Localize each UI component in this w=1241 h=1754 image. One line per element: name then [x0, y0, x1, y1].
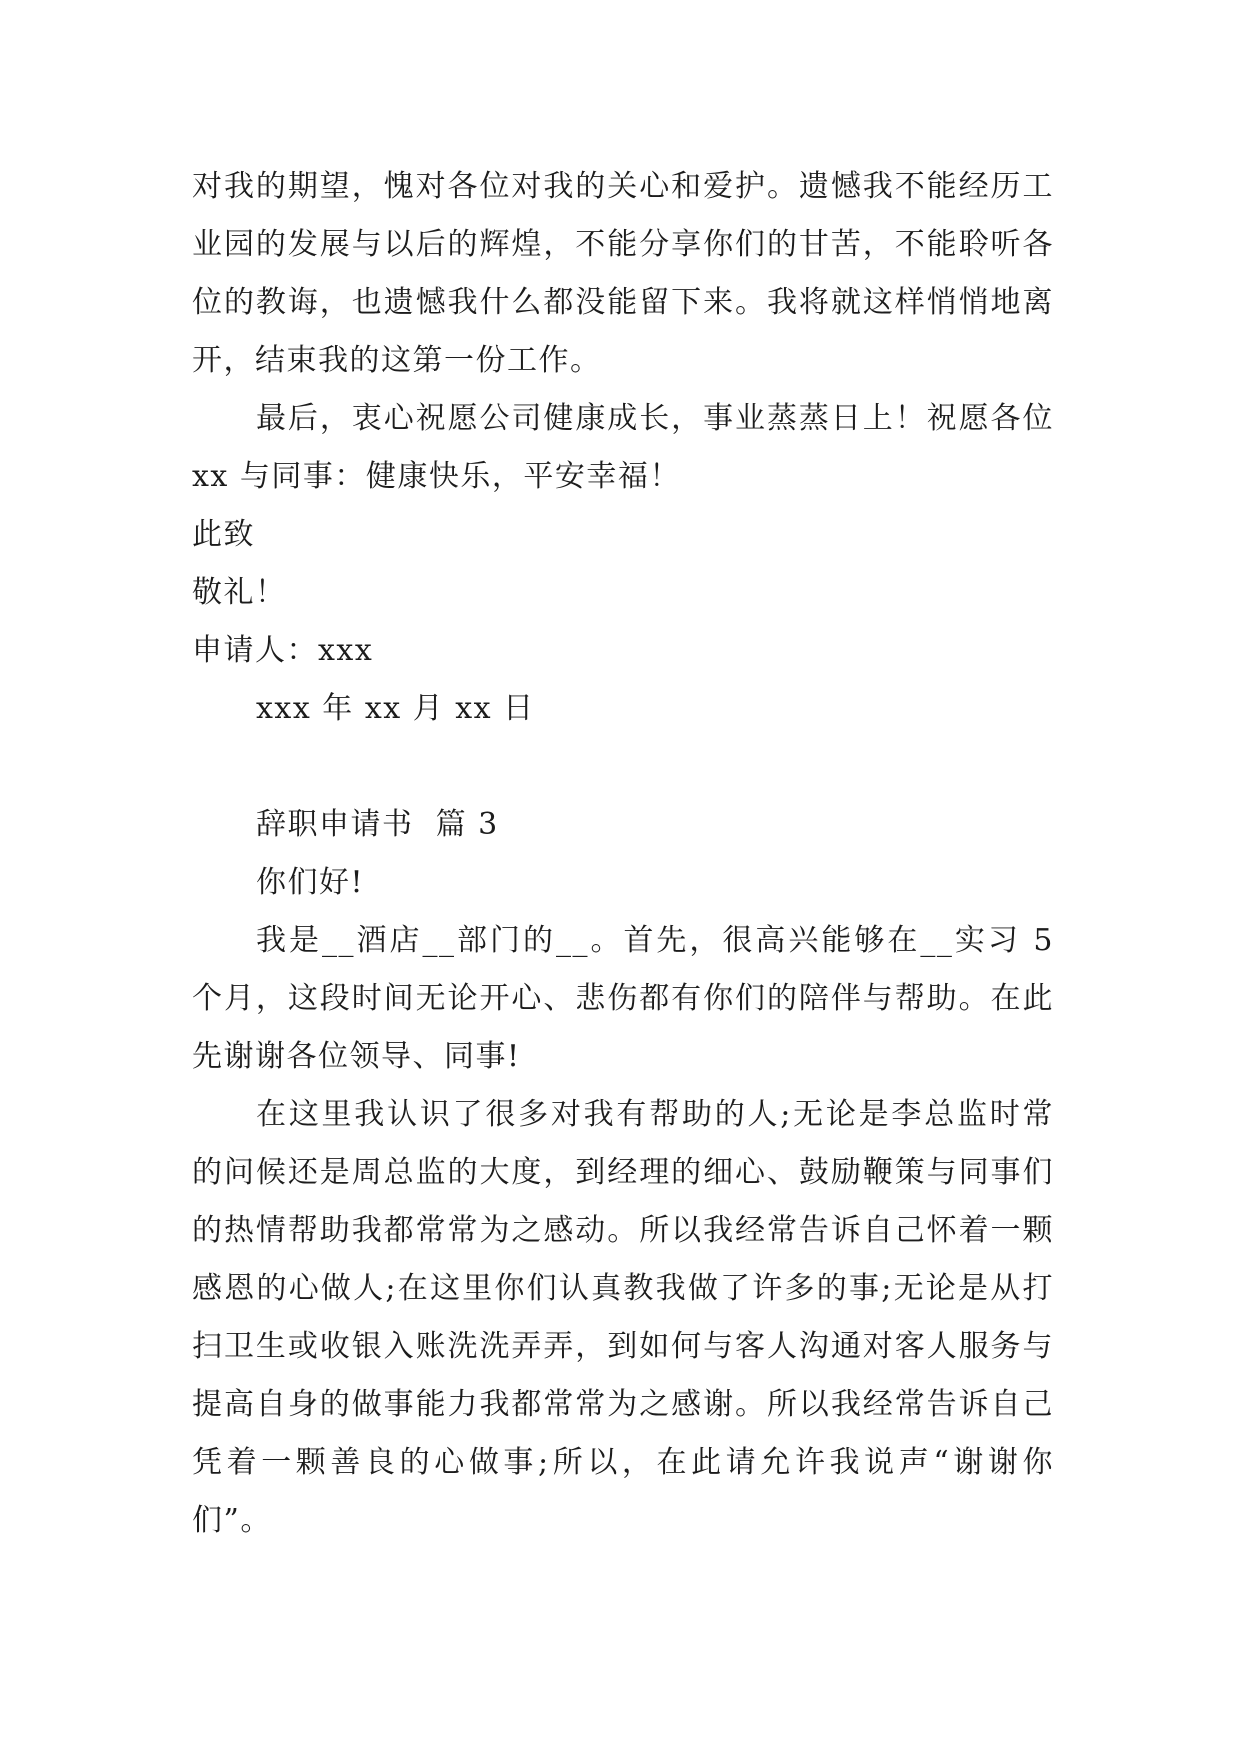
- paragraph-1: 我是__酒店__部门的__。首先，很高兴能够在__实习 5 个月，这段时间无论开心、悲伤都有你们的陪伴与帮助。在此先谢谢各位领导、同事!: [192, 923, 1054, 1074]
- paragraph-closing-wishes: 最后，衷心祝愿公司健康成长，事业蒸蒸日上！祝愿各位 xx 与同事：健康快乐，平安幸福！: [192, 401, 1054, 494]
- salutation-line-1: 此致: [192, 517, 255, 552]
- greeting-line: 你们好!: [256, 865, 365, 900]
- paragraph-2: 在这里我认识了很多对我有帮助的人;无论是李总监时常的问候还是周总监的大度，到经理的细心、鼓励鞭策与同事们的热情帮助我都常常为之感动。所以我经常告诉自己怀着一颗感恩的心做人;在这里你们认真教我做了许多的事;无论是从打扫卫生或收银入账洗洗弄弄，到如何与客人沟通对客人服务与提高自身的做事能力我都常常为之感谢。所以我经常告诉自己凭着一颗善良的心做事;所以，在此请允许我说声“谢谢你们”。: [192, 1097, 1054, 1538]
- signature-line: 申请人：xxx: [192, 633, 374, 668]
- section-title: 辞职申请书 篇 3: [256, 807, 499, 842]
- salutation-line-2: 敬礼！: [192, 575, 287, 610]
- date-line: xxx 年 xx 月 xx 日: [256, 691, 535, 726]
- document-body: [192, 158, 1054, 1550]
- paragraph-continuation: 对我的期望，愧对各位对我的关心和爱护。遗憾我不能经历工业园的发展与以后的辉煌，不能分享你们的甘苦，不能聆听各位的教诲，也遗憾我什么都没能留下来。我将就这样悄悄地离开，结束我的这第一份工作。: [192, 169, 1054, 378]
